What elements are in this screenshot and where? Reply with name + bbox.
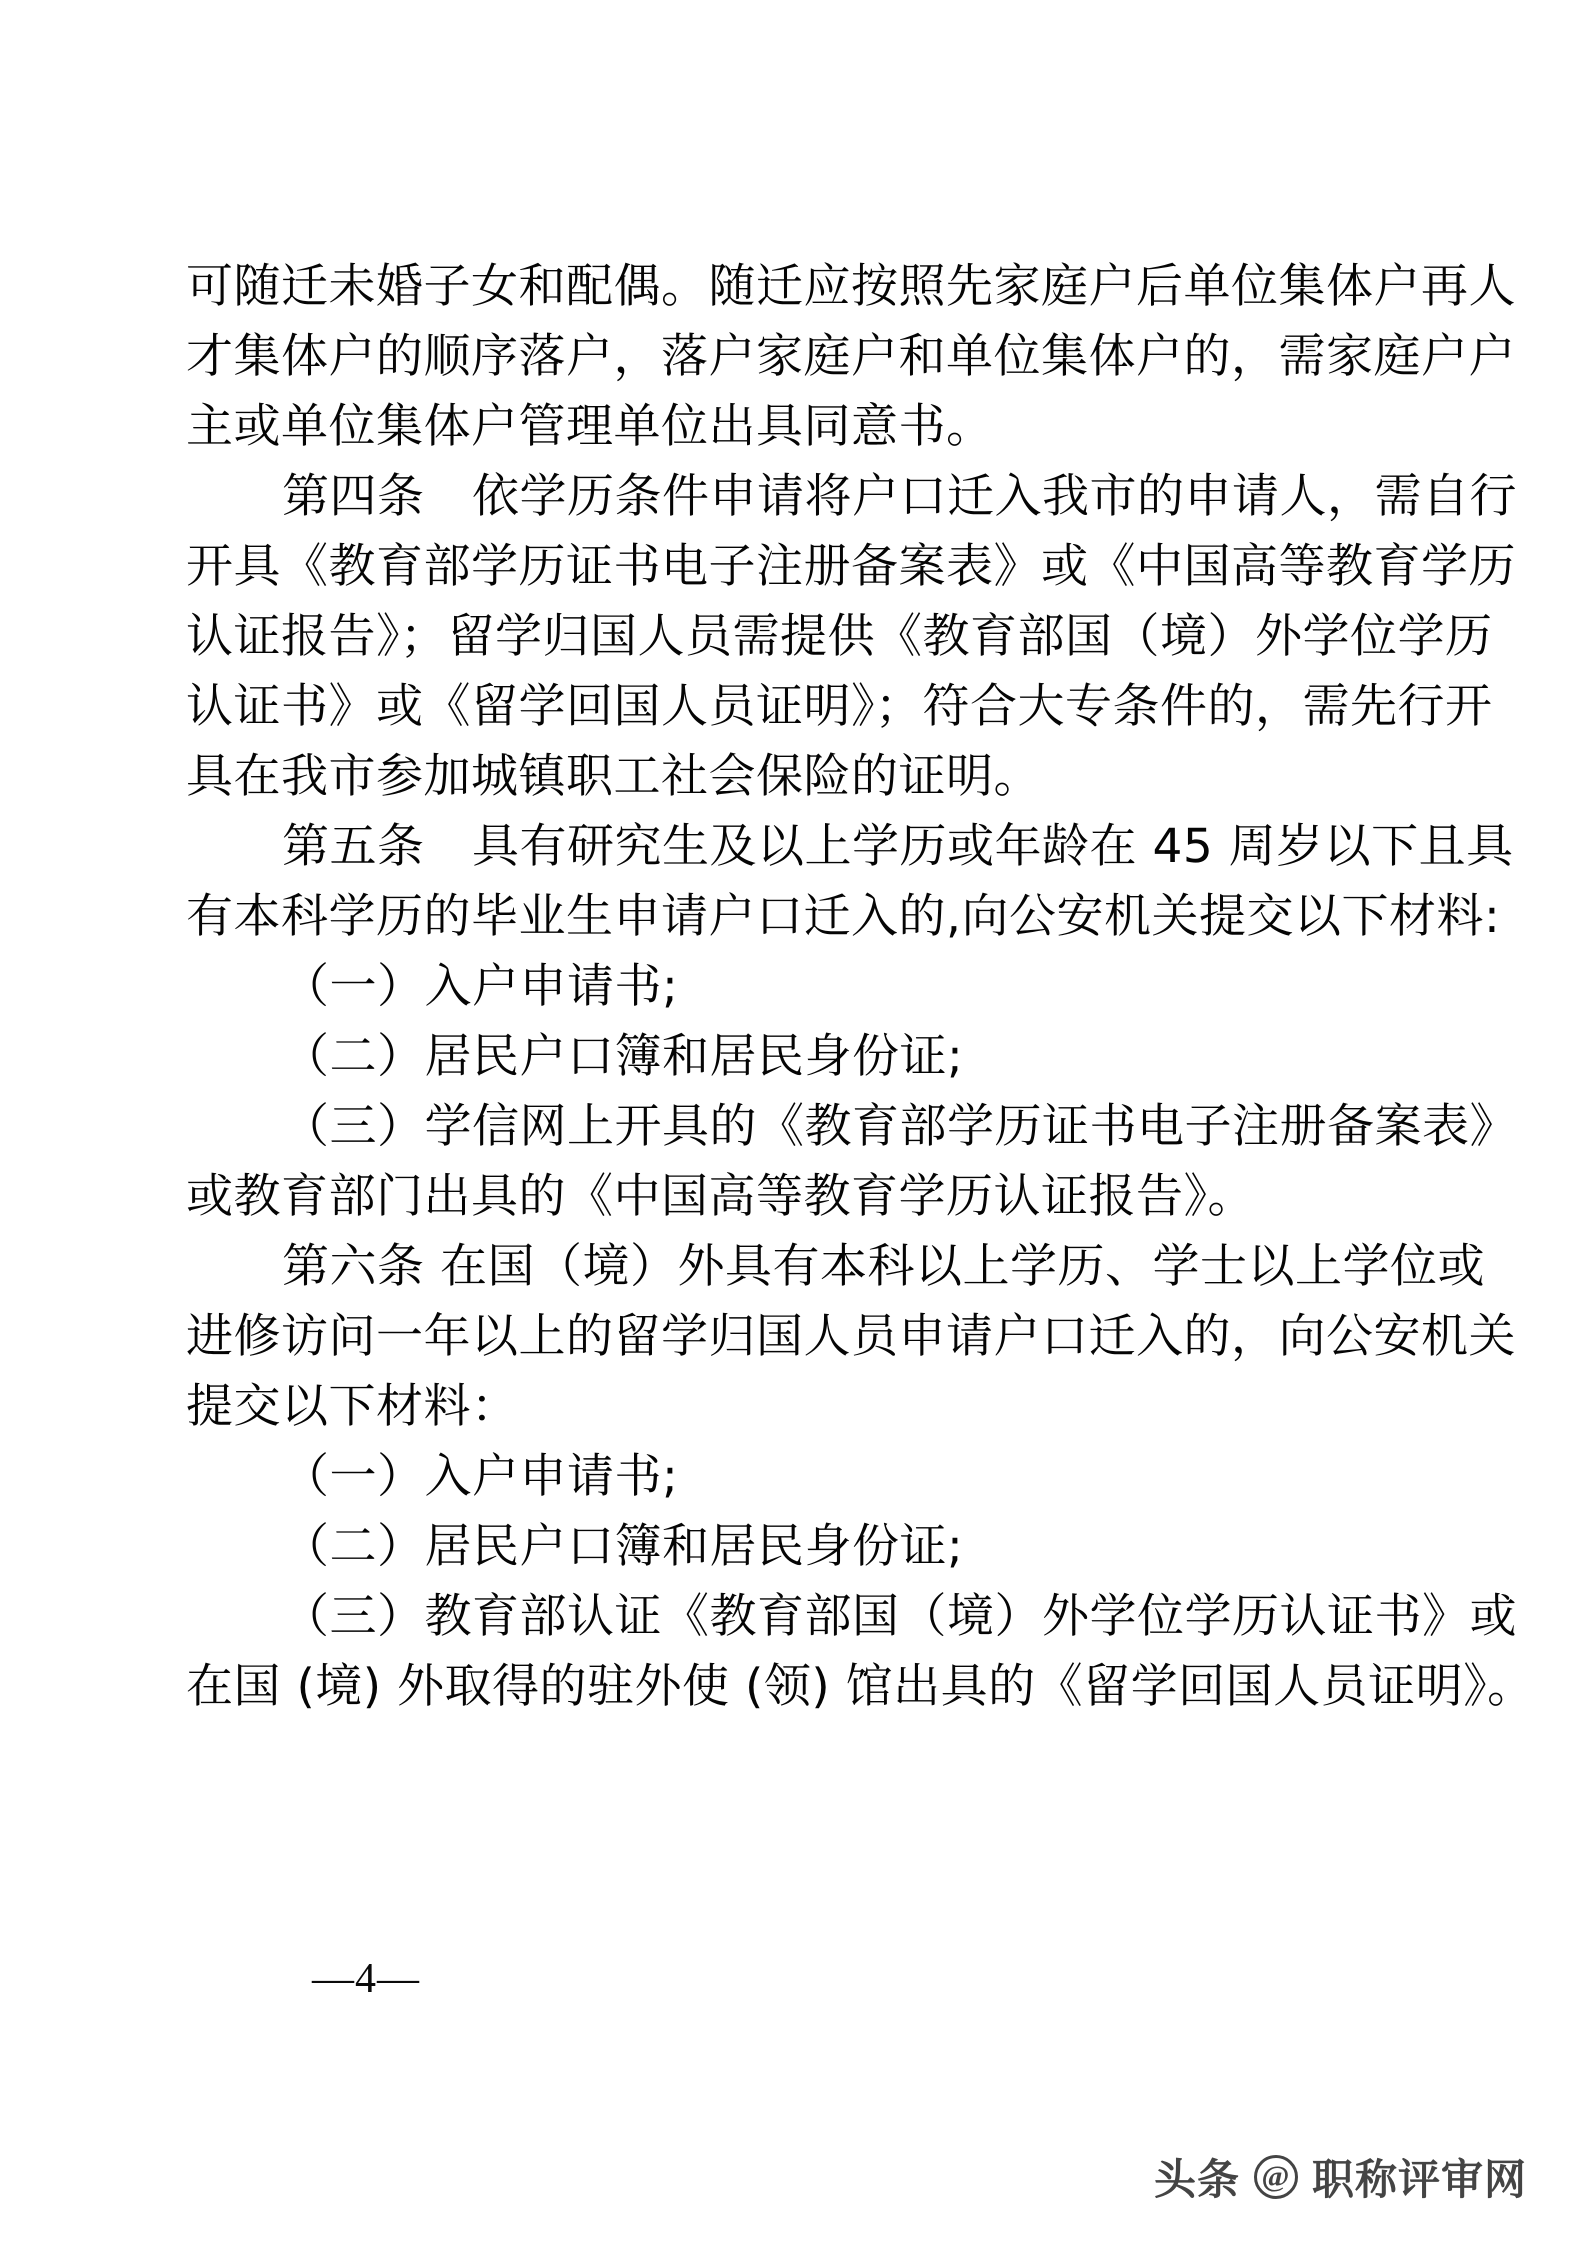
body-line: 有本科学历的毕业生申请户口迁入的,向公安机关提交以下材料: <box>186 889 1501 944</box>
watermark-brand: 头条 <box>1153 2155 1240 2204</box>
article-4-first-line: 第四条 依学历条件申请将户口迁入我市的申请人，需自行 <box>282 469 1517 524</box>
list-item: （二）居民户口簿和居民身份证; <box>282 1029 964 1084</box>
body-line: 主或单位集体户管理单位出具同意书。 <box>186 399 994 454</box>
at-icon: @ <box>1254 2155 1298 2199</box>
list-item: （一）入户申请书; <box>282 1449 679 1504</box>
body-line: 开具《教育部学历证书电子注册备案表》或《中国高等教育学历 <box>186 539 1516 594</box>
watermark-site: 职称评审网 <box>1311 2155 1527 2204</box>
body-line: 或教育部门出具的《中国高等教育学历认证报告》。 <box>186 1169 1255 1224</box>
body-line: 可随迁未婚子女和配偶。随迁应按照先家庭户后单位集体户再人 <box>186 259 1516 314</box>
body-line: 认证书》或《留学回国人员证明》；符合大专条件的，需先行开 <box>186 679 1493 734</box>
body-line: 认证报告》；留学归国人员需提供《教育部国（境）外学位学历 <box>186 609 1493 664</box>
body-line: 才集体户的顺序落户，落户家庭户和单位集体户的，需家庭户户 <box>186 329 1516 384</box>
list-item: （一）入户申请书; <box>282 959 679 1014</box>
body-line: 具在我市参加城镇职工社会保险的证明。 <box>186 749 1041 804</box>
body-line: 进修访问一年以上的留学归国人员申请户口迁入的，向公安机关 <box>186 1309 1516 1364</box>
watermark <box>1154 2147 1527 2207</box>
article-6-first-line: 第六条 在国（境）外具有本科以上学历、学士以上学位或 <box>282 1239 1485 1294</box>
body-line: 提交以下材料： <box>186 1379 519 1434</box>
list-item: （二）居民户口簿和居民身份证; <box>282 1519 964 1574</box>
article-5-first-line: 第五条 具有研究生及以上学历或年龄在 45 周岁以下且具 <box>282 819 1514 874</box>
list-item: （三）学信网上开具的《教育部学历证书电子注册备案表》 <box>282 1099 1517 1154</box>
page-number: —4— <box>312 1956 420 2002</box>
list-item: （三）教育部认证《教育部国（境）外学位学历认证书》或 <box>282 1589 1517 1644</box>
document-body-text <box>186 252 1535 1722</box>
body-line: 在国 (境) 外取得的驻外使 (领) 馆出具的《留学回国人员证明》。 <box>186 1659 1535 1714</box>
